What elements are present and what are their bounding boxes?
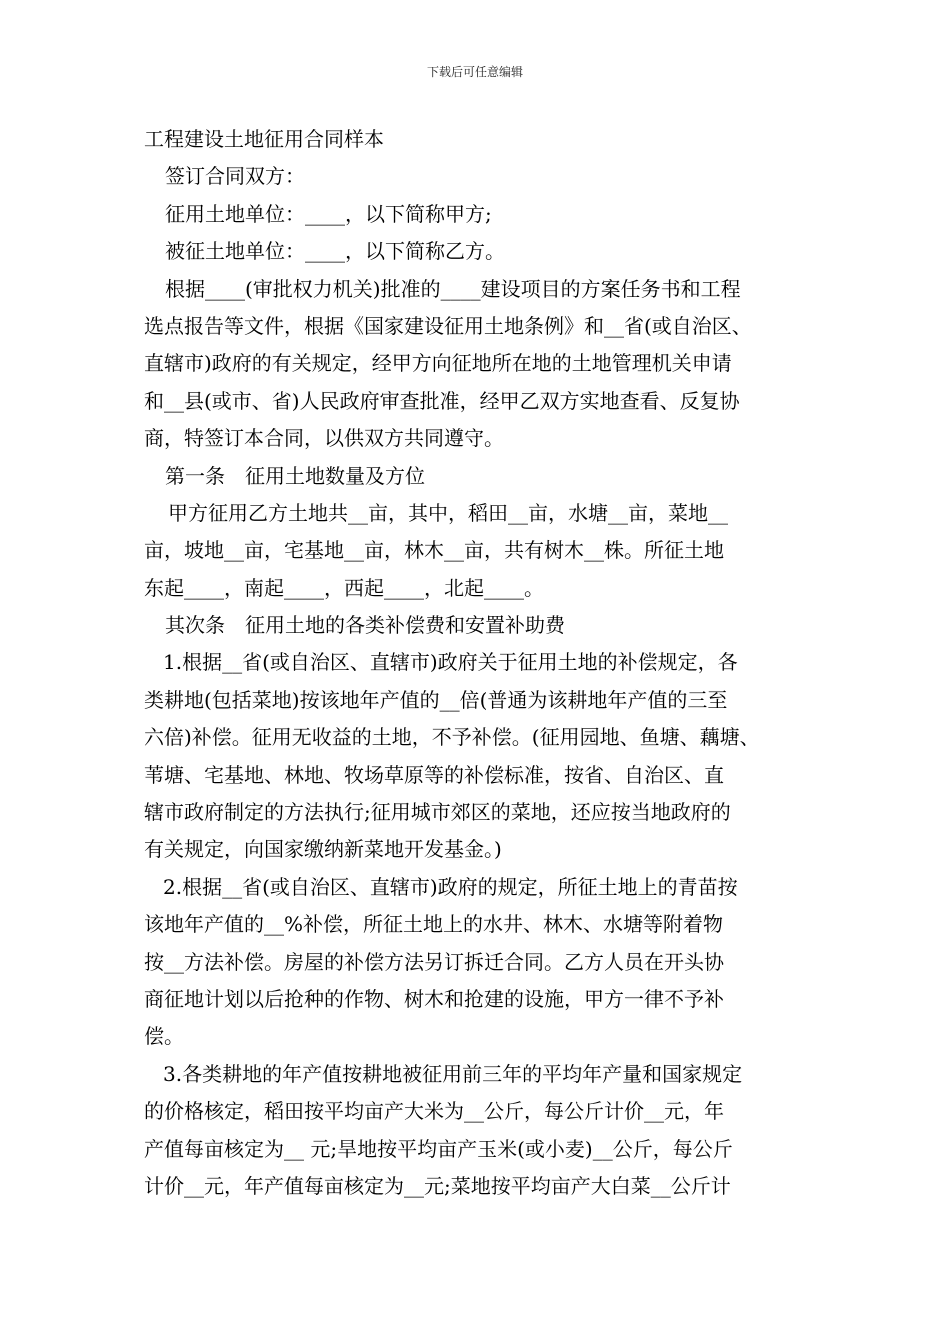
document-line: 六倍)补偿。征用无收益的土地，不予补偿。(征用园地、鱼塘、藕塘、 xyxy=(144,725,760,750)
document-line: 1.根据__省(或自治区、直辖市)政府关于征用土地的补偿规定，各 xyxy=(163,650,738,675)
document-line: 辖市政府制定的方法执行;征用城市郊区的菜地，还应按当地政府的 xyxy=(144,800,731,825)
document-line: 和__县(或市、省)人民政府审查批准，经甲乙双方实地查看、反复协 xyxy=(144,388,740,413)
document-line: 商，特签订本合同，以供双方共同遵守。 xyxy=(144,426,504,451)
document-line: 甲方征用乙方土地共__亩，其中，稻田__亩，水塘__亩，菜地__ xyxy=(168,500,728,525)
document-line: 类耕地(包括菜地)按该地年产值的__倍(普通为该耕地年产值的三至 xyxy=(144,687,728,712)
document-line: 被征土地单位：____，以下简称乙方。 xyxy=(165,239,505,264)
document-line: 2.根据__省(或自治区、直辖市)政府的规定，所征土地上的青苗按 xyxy=(163,874,738,899)
document-line: 第一条 征用土地数量及方位 xyxy=(165,463,425,488)
document-line: 商征地计划以后抢种的作物、树木和抢建的设施，甲方一律不予补 xyxy=(144,986,724,1011)
document-title: 工程建设土地征用合同样本 xyxy=(144,127,384,151)
document-line: 的价格核定，稻田按平均亩产大米为__公斤，每公斤计价__元，年 xyxy=(144,1099,724,1124)
document-line: 偿。 xyxy=(144,1024,184,1049)
document-line: 有关规定，向国家缴纳新菜地开发基金。) xyxy=(144,837,502,862)
document-line: 苇塘、宅基地、林地、牧场草原等的补偿标准，按省、自治区、直 xyxy=(144,762,724,787)
document-body xyxy=(144,121,834,1205)
document-line: 直辖市)政府的有关规定，经甲方向征地所在地的土地管理机关申请 xyxy=(144,351,732,376)
document-line: 其次条 征用土地的各类补偿费和安置补助费 xyxy=(165,613,565,638)
document-line: 按__方法补偿。房屋的补偿方法另订拆迁合同。乙方人员在开头协 xyxy=(144,949,724,974)
document-line: 产值每亩核定为__ 元;旱地按平均亩产玉米(或小麦)__公斤，每公斤 xyxy=(144,1136,733,1161)
document-line: 该地年产值的__%补偿，所征土地上的水井、林木、水塘等附着物 xyxy=(144,912,724,937)
page-header-note: 下载后可任意编辑 xyxy=(426,65,523,79)
document-line: 亩，坡地__亩，宅基地__亩，林木__亩，共有树木__株。所征土地 xyxy=(144,538,724,563)
document-line: 东起____，南起____，西起____，北起____。 xyxy=(144,575,544,600)
document-line: 根据____(审批权力机关)批准的____建设项目的方案任务书和工程 xyxy=(165,276,741,301)
document-line: 征用土地单位：____，以下简称甲方; xyxy=(165,201,492,226)
document-line: 签订合同双方： xyxy=(165,164,305,189)
document-line: 计价__元，年产值每亩核定为__元;菜地按平均亩产大白菜__公斤计 xyxy=(144,1173,731,1198)
document-line: 选点报告等文件，根据《国家建设征用土地条例》和__省(或自治区、 xyxy=(144,313,752,338)
document-line: 3.各类耕地的年产值按耕地被征用前三年的平均年产量和国家规定 xyxy=(163,1061,743,1086)
